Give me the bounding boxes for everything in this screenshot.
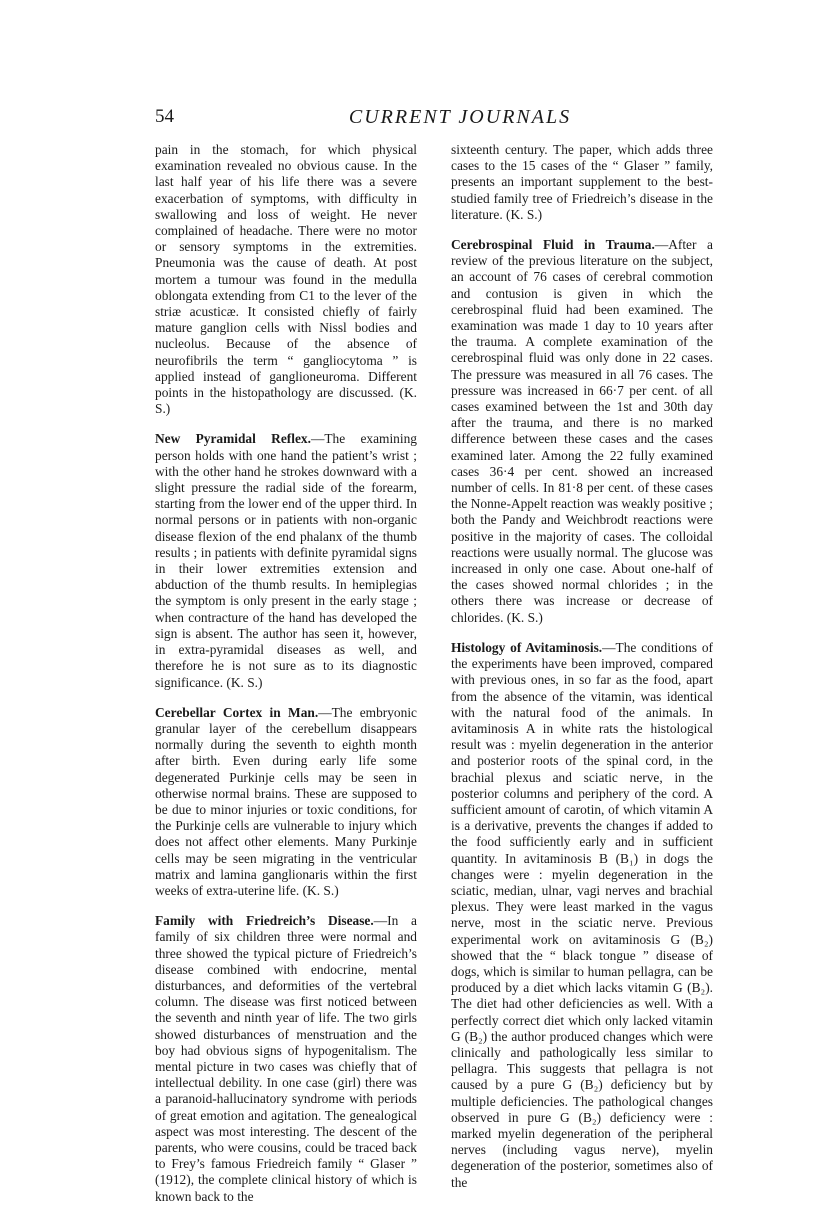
section-friedreich-family: Family with Friedreich’s Disease.—In a family of six children three were normal and three showed the typical picture of Friedreich’s disease combined with endocrine, mental disturbances, and deformities of the vertebral column. The disease was first noticed between the seventh and ninth year of life. The two girls showed disturbances of menstruation and the boy had obvious signs of hypogenitalism. The mental picture in two cases was chiefly that of intellectual debility. In one case (girl) there was a paranoid-hallucinatory syndrome with periods of great emotion and agitation. The genealogical aspect was most interesting. The descent of the parents, who were cousins, could be traced back to Frey’s famous Friedreich family “ Glaser ” (1912), the complete clinical history of which is known back to the	[155, 913, 417, 1204]
section-new-pyramidal-reflex: New Pyramidal Reflex.—The examining person holds with one hand the patient’s wrist ; with the other hand he strokes downward with a slight pressure the radial side of the forearm, starting from the lower end of the upper third. In normal persons or in patients with non-organic disease flexion of the end phalanx of the thumb results ; in patients with definite pyramidal signs in their lower extremities extension and abduction of the thumb results. In hemiplegias the symptom is only present in the early stage ; when contracture of the hand has developed the sign is absent. The author has seen it, however, in extra-pyramidal diseases as well, and therefore he is not sure as to its diagnostic significance. (K. S.)	[155, 431, 417, 690]
section-body: In a family of six children three were normal and three showed the typical picture of Friedreich’s disease combined with endocrine, mental disturbances, and deformities of the vertebral column. The disease was first noticed between the seventh and ninth year of life. The two girls showed disturbances of menstruation and the boy had obvious signs of hypogenitalism. The mental picture in two cases was chiefly that of intellectual debility. In one case (girl) there was a paranoid-hallucinatory syndrome with periods of great emotion and agitation. The genealogical aspect was most interesting. The descent of the parents, who were cousins, could be traced back to Frey’s famous Friedreich family “ Glaser ” (1912), the complete clinical history of which is known back to the	[155, 913, 417, 1204]
section-body: The embryonic granular layer of the cerebellum disappears normally during the seventh to eighth month after birth. Even during early life some degenerated Purkinje cells may be seen in otherwise normal brains. These are supposed to be due to minor injuries or toxic conditions, for the Purkinje cells are vulnerable to injury which does not affect other elements. Many Purkinje cells may be seen migrating in the ventricular matrix and lamina ganglionaris within the first weeks of extra-uterine life. (K. S.)	[155, 704, 417, 898]
section-body: After a review of the previous literature on the subject, an account of 76 cases of cerebral commotion and contusion is given in which the cerebrospinal fluid had been examined. The examination was made 1 day to 10 years after the trauma. A complete examination of the cerebrospinal fluid was only done in 22 cases. The pressure was measured in all 76 cases. The pressure was increased in 66·7 per cent. of all cases examined between the 1st and 30th day after the trauma, and there is no marked difference between these cases and the cases examined later. Among the 22 fully examined cases 36·4 per cent. showed an increased number of cells. In 81·8 per cent. of these cases the Nonne-Appelt reaction was weakly positive ; both the Pandy and Weichbrodt reactions were positive in the majority of cases. The colloidal reactions were usually normal. The glucose was increased in only one case. About one-half of the cases showed normal chlorides ; in the others there was increase or decrease of chlorides. (K. S.)	[451, 237, 713, 625]
section-cerebellar-cortex: Cerebellar Cortex in Man.—The embryonic granular layer of the cerebellum disappears normally during the seventh to eighth month after birth. Even during early life some degenerated Purkinje cells may be seen in otherwise normal brains. These are supposed to be due to minor injuries or toxic conditions, for the Purkinje cells are vulnerable to injury which does not affect other elements. Many Purkinje cells may be seen migrating in the ventricular matrix and lamina ganglionaris within the first weeks of extra-uterine life. (K. S.)	[155, 704, 417, 898]
continued-paragraph: sixteenth century. The paper, which adds three cases to the 15 cases of the “ Glaser ” family, presents an important supplement to the best-studied family tree of Friedreich’s disease in the literature. (K. S.)	[451, 142, 713, 222]
section-heading: Cerebellar Cortex in Man.	[155, 704, 319, 720]
section-heading: Cerebrospinal Fluid in Trauma.	[451, 237, 655, 253]
running-title: CURRENT JOURNALS	[348, 106, 572, 128]
section-avitaminosis: Histology of Avitaminosis.—The conditions of the experiments have been improved, compared with previous ones, in so far as the food, apart from the absence of the vitamin, was identical with the natural food of the animals. In avitaminosis A in white rats the histological result was : myelin degeneration in the anterior and posterior roots of the spinal cord, in the brachial plexus and sciatic nerve, in the posterior columns and periphery of the cord. A sufficient amount of carotin, of which vitamin A is a derivative, prevents the changes if added to the food sufficiently early and in sufficient quantity. In avitaminosis B (B₁) in dogs the changes were : myelin degeneration in the sciatic, median, ulnar, vagi nerves and brachial plexus. They were least marked in the vagus nerve, most in the sciatic nerve. Previous experimental work on avitaminosis G (B₂) showed that the “ black tongue ” disease of dogs, which is similar to human pellagra, can be produced by a diet which lacks vitamin G (B₂). The diet had other deficiencies as well. With a perfectly correct diet which only lacked vitamin G (B₂) the author produced changes which were clinically and pathologically less similar to pellagra. This suggests that pellagra is not caused by a pure G (B₂) deficiency but by multiple deficiencies. The pathological changes observed in pure G (B₂) deficiency were : marked myelin degeneration of the peripheral nerves (including vagus nerve), myelin degeneration of the posterior, sometimes also of the	[451, 639, 713, 1190]
section-heading: Histology of Avitaminosis.	[451, 639, 603, 655]
section-body: The conditions of the experiments have been improved, compared with previous ones, in so far as the food, apart from the absence of the vitamin, was identical with the natural food of the animals. In avitaminosis A in white rats the histological result was : myelin degeneration in the anterior and posterior roots of the spinal cord, in the brachial plexus and sciatic nerve, in the posterior columns and periphery of the cord. A sufficient amount of carotin, of which vitamin A is a derivative, prevents the changes if added to the food sufficiently early and in sufficient quantity. In avitaminosis B (B₁) in dogs the changes were : myelin degeneration in the sciatic, median, ulnar, vagi nerves and brachial plexus. They were least marked in the vagus nerve, most in the sciatic nerve. Previous experimental work on avitaminosis G (B₂) showed that the “ black tongue ” disease of dogs, which is similar to human pellagra, can be produced by a diet which lacks vitamin G (B₂). The diet had other deficiencies as well. With a perfectly correct diet which only lacked vitamin G (B₂) the author produced changes which were clinically and pathologically less similar to pellagra. This suggests that pellagra is not caused by a pure G (B₂) deficiency but by multiple deficiencies. The pathological changes observed in pure G (B₂) deficiency were : marked myelin degeneration of the peripheral nerves (including vagus nerve), myelin degeneration of the posterior, sometimes also of the	[451, 639, 713, 1190]
section-heading: Family with Friedreich’s Disease.	[155, 913, 374, 929]
continued-paragraph: pain in the stomach, for which physical examination revealed no obvious cause. In the last half year of his life there was a severe exacerbation of symptoms, with difficulty in swallowing and loss of weight. He never complained of headache. There were no motor or sensory symptoms in the extremities. Pneumonia was the cause of death. At post mortem a tumour was found in the medulla oblongata extending from C1 to the lever of the striæ acusticæ. It consisted chiefly of fairly mature ganglion cells with Nissl bodies and nucleolus. Because of the absence of neurofibrils the term “ gangliocytoma ” is applied instead of ganglioneuroma. Different points in the histopathology are discussed. (K. S.)	[155, 142, 417, 417]
page-number: 54	[155, 106, 174, 127]
right-column	[451, 142, 713, 1191]
section-body: The examining person holds with one hand the patient’s wrist ; with the other hand he strokes downward with a slight pressure the radial side of the forearm, starting from the lower end of the upper third. In normal persons or in patients with non-organic disease flexion of the end phalanx of the thumb results ; in patients with definite pyramidal signs in their lower extremities extension and abduction of the thumb results. In hemiplegias the symptom is only present in the early stage ; when contracture of the hand has developed the sign is absent. The author has seen it, however, in extra-pyramidal diseases as well, and therefore he is not sure as to its diagnostic significance. (K. S.)	[155, 431, 417, 690]
left-column	[155, 142, 417, 1205]
section-csf-trauma: Cerebrospinal Fluid in Trauma.—After a review of the previous literature on the subject, an account of 76 cases of cerebral commotion and contusion is given in which the cerebrospinal fluid had been examined. The examination was made 1 day to 10 years after the trauma. A complete examination of the cerebrospinal fluid was only done in 22 cases. The pressure was measured in all 76 cases. The pressure was increased in 66·7 per cent. of all cases examined between the 1st and 30th day after the trauma, and there is no marked difference between these cases and the cases examined later. Among the 22 fully examined cases 36·4 per cent. showed an increased number of cells. In 81·8 per cent. of these cases the Nonne-Appelt reaction was weakly positive ; both the Pandy and Weichbrodt reactions were positive in the majority of cases. The colloidal reactions were usually normal. The glucose was increased in only one case. About one-half of the cases showed normal chlorides ; in the others there was increase or decrease of chlorides. (K. S.)	[451, 237, 713, 625]
section-heading: New Pyramidal Reflex.	[155, 431, 311, 447]
